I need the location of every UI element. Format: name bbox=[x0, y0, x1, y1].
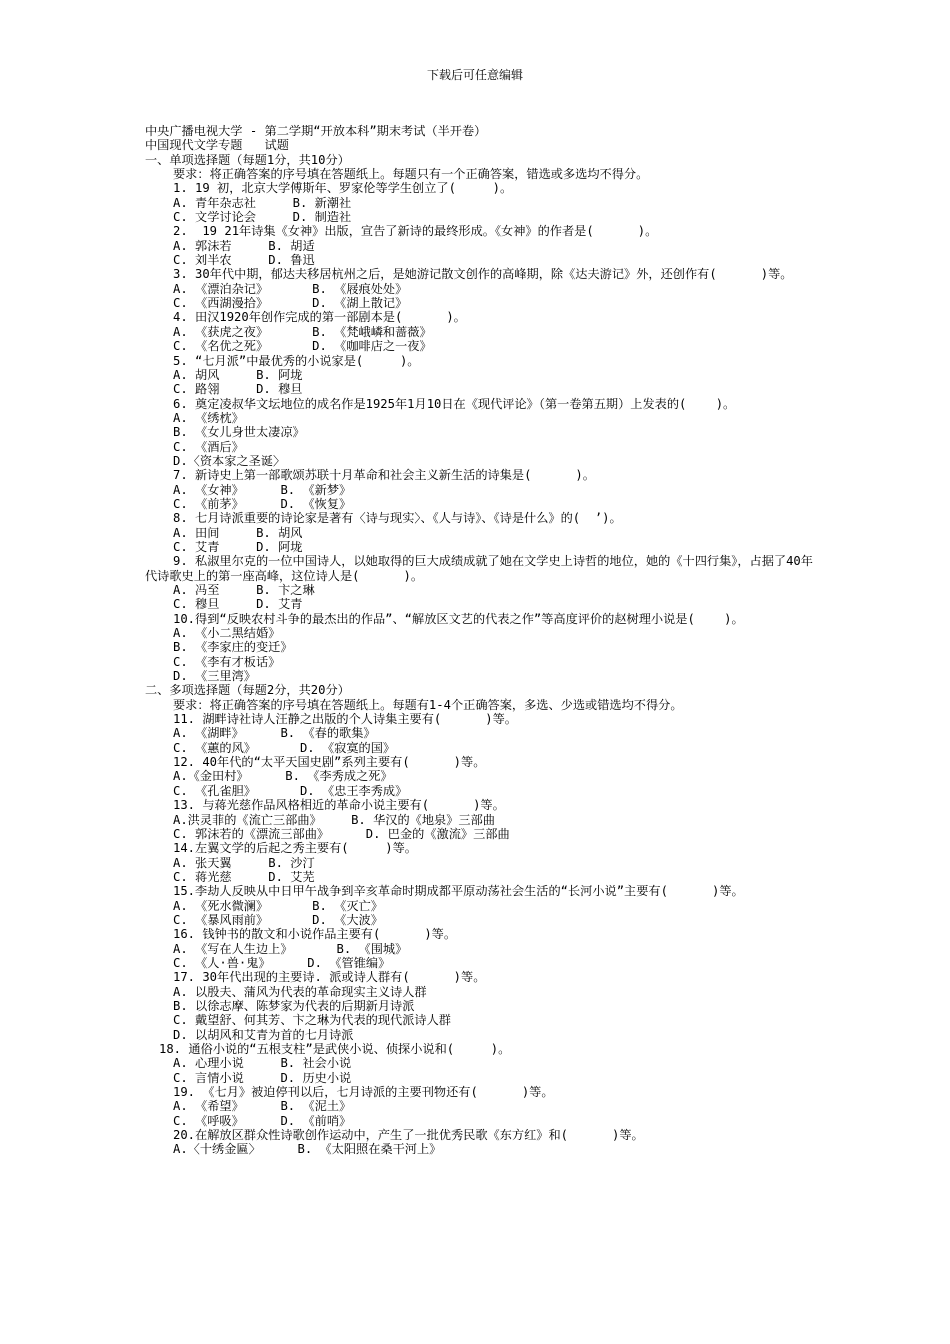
exam-line: A. 心理小说 B. 社会小说 bbox=[173, 1056, 352, 1071]
exam-line: 14.左翼文学的后起之秀主要有( )等。 bbox=[173, 841, 417, 856]
exam-line: A. 《写在人生边上》 B. 《围城》 bbox=[173, 941, 408, 956]
exam-line: C. 文学讨论会 D. 制造社 bbox=[173, 210, 352, 225]
exam-line: B. 《李家庄的变迁》 bbox=[173, 640, 293, 655]
exam-line: 要求：将正确答案的序号填在答题纸上。每题有1-4个正确答案，多选、少选或错选均不得分。 bbox=[173, 697, 683, 712]
exam-line: C. 戴望舒、何其芳、卞之琳为代表的现代派诗人群 bbox=[173, 1013, 451, 1028]
exam-line: 13. 与蒋光慈作品风格相近的革命小说主要有( )等。 bbox=[173, 798, 505, 813]
exam-line: C. 郭沫若的《漂流三部曲》 D. 巴金的《激流》三部曲 bbox=[173, 826, 510, 841]
exam-line: A. 《获虎之夜》 B. 《梵峨嶙和蔷薇》 bbox=[173, 324, 432, 339]
exam-line: C. 《西湖漫拾》 D. 《湖上散记》 bbox=[173, 296, 408, 311]
exam-line: 1. 19 初，北京大学傅斯年、罗家伦等学生创立了( )。 bbox=[173, 181, 513, 196]
exam-line: 中央广播电视大学 - 第二学期“开放本科”期末考试（半开卷） bbox=[145, 124, 487, 138]
exam-line: A. 以殷夫、蒲风为代表的革命现实主义诗人群 bbox=[173, 984, 427, 999]
exam-line: A.洪灵菲的《流亡三部曲》 B. 华汉的《地泉》三部曲 bbox=[173, 812, 495, 827]
exam-line: C. 路翎 D. 穆旦 bbox=[173, 382, 303, 397]
exam-line: 10.得到“反映农村斗争的最杰出的作品”、“解放区文艺的代表之作”等高度评价的赵树理小说是( )。 bbox=[173, 611, 744, 626]
exam-line: 16. 钱钟书的散文和小说作品主要有( )等。 bbox=[173, 927, 457, 942]
exam-line: 20.在解放区群众性诗歌创作运动中，产生了一批优秀民歌《东方红》和( )等。 bbox=[173, 1128, 644, 1143]
exam-line: 4. 田汉1920年创作完成的第一部剧本是( )。 bbox=[173, 310, 466, 325]
exam-line: A. 《绣枕》 bbox=[173, 410, 244, 425]
exam-line: A. 《湖畔》 B. 《春的歌集》 bbox=[173, 726, 376, 741]
exam-line: C. 《呼吸》 D. 《前哨》 bbox=[173, 1113, 352, 1128]
exam-line: A. 《死水微澜》 B. 《灭亡》 bbox=[173, 898, 383, 913]
exam-line: 12. 40年代的“太平天国史剧”系列主要有( )等。 bbox=[173, 755, 486, 770]
exam-line: 11. 湖畔诗社诗人汪静之出版的个人诗集主要有( )等。 bbox=[173, 712, 517, 727]
exam-line: C. 《蕙的风》 D. 《寂寞的国》 bbox=[173, 740, 396, 755]
exam-line: D.〈资本家之圣诞〉 bbox=[173, 453, 286, 468]
exam-line: 2. 19 21年诗集《女神》出版，宣告了新诗的最终形成。《女神》的作者是( )。 bbox=[173, 224, 658, 239]
exam-line: A. 《漂泊杂记》 B. 《屐痕处处》 bbox=[173, 281, 408, 296]
exam-line: 19. 《七月》被迫停刊以后，七月诗派的主要刊物还有( )等。 bbox=[173, 1085, 554, 1100]
exam-line: C. 言情小说 D. 历史小说 bbox=[173, 1070, 352, 1085]
exam-line: C. 刘半农 D. 鲁迅 bbox=[173, 253, 315, 268]
exam-line: C. 艾青 D. 阿垅 bbox=[173, 539, 303, 554]
exam-line: 二、多项选择题（每题2分，共20分） bbox=[145, 683, 350, 698]
exam-line: A. 张天翼 B. 沙汀 bbox=[173, 855, 315, 870]
exam-line: 5. “七月派”中最优秀的小说家是( )。 bbox=[173, 353, 420, 368]
exam-line: 要求：将正确答案的序号填在答题纸上。每题只有一个正确答案，错选或多选均不得分。 bbox=[173, 167, 649, 182]
exam-line: A. 郭沫若 B. 胡适 bbox=[173, 238, 315, 253]
exam-line: A.《金田村》 B. 《李秀成之死》 bbox=[173, 769, 393, 784]
exam-line: C. 《名优之死》 D. 《咖啡店之一夜》 bbox=[173, 339, 432, 354]
exam-line: C. 《孔雀胆》 D. 《忠王李秀成》 bbox=[173, 783, 408, 798]
exam-line: 7. 新诗史上第一部歌颂苏联十月革命和社会主义新生活的诗集是( )。 bbox=[173, 468, 595, 483]
exam-line: D. 以胡风和艾青为首的七月诗派 bbox=[173, 1027, 354, 1042]
exam-line: D. 《三里湾》 bbox=[173, 669, 256, 684]
exam-line: 6. 奠定凌叔华文坛地位的成名作是1925年1月10日在《现代评论》（第一卷第五期）上发表的( )。 bbox=[173, 396, 736, 411]
exam-line: A. 青年杂志社 B. 新潮社 bbox=[173, 195, 352, 210]
exam-line: 17. 30年代出现的主要诗. 派或诗人群有( )等。 bbox=[173, 970, 486, 985]
exam-line: B. 《女儿身世太凄凉》 bbox=[173, 425, 305, 440]
exam-line: A. 《小二黑结婚》 bbox=[173, 626, 281, 641]
exam-line: C. 《人·兽·鬼》 D. 《管锥编》 bbox=[173, 955, 391, 970]
exam-line: A. 田间 B. 胡风 bbox=[173, 525, 303, 540]
exam-line: A. 胡风 B. 阿垅 bbox=[173, 367, 303, 382]
exam-body bbox=[145, 124, 825, 1157]
page-header-note: 下载后可任意编辑 bbox=[426, 68, 523, 82]
exam-line: 一、单项选择题（每题1分，共10分） bbox=[145, 152, 350, 167]
exam-line: C. 《酒后》 bbox=[173, 439, 244, 454]
exam-line: C. 《李有才板话》 bbox=[173, 654, 281, 669]
exam-line: C. 《暴风雨前》 D. 《大波》 bbox=[173, 912, 383, 927]
exam-line: 15.李劫人反映从中日甲午战争到辛亥革命时期成都平原动荡社会生活的“长河小说”主要有( )等。 bbox=[173, 884, 744, 899]
exam-line: A. 《女神》 B. 《新梦》 bbox=[173, 482, 352, 497]
exam-line: B. 以徐志摩、陈梦家为代表的后期新月诗派 bbox=[173, 998, 415, 1013]
exam-line: A. 冯至 B. 卞之琳 bbox=[173, 583, 315, 597]
exam-line: C. 《前茅》 D. 《恢复》 bbox=[173, 496, 352, 511]
exam-line: 8. 七月诗派重要的诗论家是著有〈诗与现实〉、《人与诗》、《诗是什么》的( ’)。 bbox=[173, 511, 622, 526]
exam-line: 18. 通俗小说的“五根支柱”是武侠小说、侦探小说和( )。 bbox=[159, 1042, 511, 1056]
exam-line: A. 《希望》 B. 《泥土》 bbox=[173, 1099, 352, 1114]
exam-line: 9. 私淑里尔克的一位中国诗人，以她取得的巨大成绩成就了她在文学史上诗哲的地位，她的《十四行集》，占据了40年代诗歌史上的第一座高峰，这位诗人是( )。 bbox=[145, 554, 813, 583]
exam-line: 3. 30年代中期，郁达夫移居杭州之后，是她游记散文创作的高峰期，除《达夫游记》外，还创作有( )等。 bbox=[173, 267, 793, 282]
exam-line: C. 穆旦 D. 艾青 bbox=[173, 597, 303, 612]
exam-line: A.〈十绣金匾〉 B. 《太阳照在桑干河上》 bbox=[173, 1142, 442, 1157]
exam-line: 中国现代文学专题 试题 bbox=[145, 138, 289, 153]
exam-line: C. 蒋光慈 D. 艾芜 bbox=[173, 869, 315, 884]
